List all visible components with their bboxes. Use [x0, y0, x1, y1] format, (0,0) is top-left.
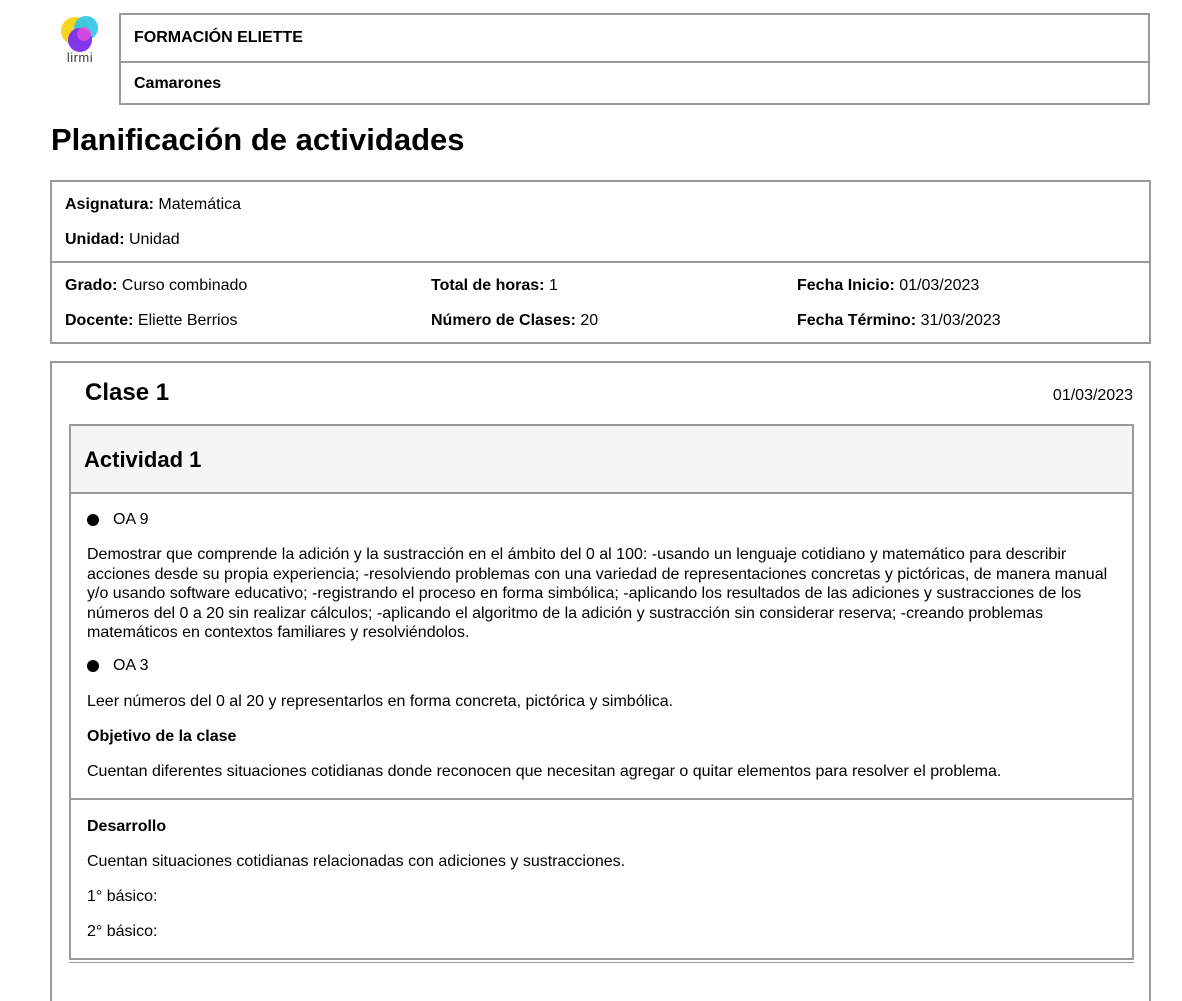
desarrollo-item: 2° básico: — [87, 923, 158, 940]
lirmi-logo — [56, 14, 104, 70]
logo-mark-icon — [56, 14, 104, 54]
numero-clases-field: Número de Clases: 20 — [431, 312, 599, 329]
activity-body — [69, 492, 1134, 800]
objective-code: OA 9 — [113, 511, 149, 528]
logo-text: lirmi — [66, 50, 94, 65]
class-date: 01/03/2023 — [1052, 387, 1133, 404]
grado-value: Curso combinado — [121, 277, 248, 294]
organization-name: FORMACIÓN ELIETTE — [134, 29, 303, 46]
asignatura-value: Matemática — [158, 196, 242, 213]
desarrollo-section — [69, 800, 1134, 960]
asignatura-field: Asignatura: Matemática — [65, 196, 242, 213]
section-divider — [69, 958, 1134, 963]
desarrollo-text: Cuentan situaciones cotidianas relacionadas con adiciones y sustracciones. — [87, 853, 626, 870]
planning-info-box — [50, 180, 1151, 344]
total-horas-field: Total de horas: 1 — [431, 277, 558, 294]
subject-section — [52, 182, 1149, 263]
objective-item — [87, 657, 149, 675]
objective-description: Demostrar que comprende la adición y la sustracción en el ámbito del 0 al 100: -usando un lenguaje cotidiano y matemático para describir acciones desde su propia experiencia; -resolviendo problemas con una variedad de representaciones concretas y pictóricas, de manera manual y/o usando software educativo; -registrando el proceso en forma simbólica; -aplicando los resultados de las adiciones y sustracciones de los números del 0 a 20 sin realizar cálculos; -aplicando el algoritmo de la adición y sustracción sin considerar reserva; -creando problemas matemáticos en contextos familiares y resolviéndolos. — [87, 546, 1108, 641]
school-name: Camarones — [121, 61, 1148, 105]
objective-item — [87, 511, 149, 529]
total-horas-value: 1 — [548, 277, 558, 294]
page-title: Planificación de actividades — [51, 122, 465, 157]
objetivo-text: Cuentan diferentes situaciones cotidianas donde reconocen que necesitan agregar o quitar elementos para resolver el problema. — [87, 763, 1002, 780]
objective-code: OA 3 — [113, 657, 149, 674]
fecha-inicio-field: Fecha Inicio: 01/03/2023 — [797, 277, 980, 294]
class-section — [50, 361, 1151, 1001]
activity-title: Actividad 1 — [84, 447, 202, 472]
docente-value: Eliette Berrios — [137, 312, 238, 329]
course-details-section — [52, 263, 1149, 342]
class-title: Clase 1 — [85, 379, 170, 406]
fecha-termino-field: Fecha Término: 31/03/2023 — [797, 312, 1001, 329]
activity-header — [69, 424, 1134, 494]
objetivo-label: Objetivo de la clase — [87, 728, 237, 745]
organization-box — [119, 13, 1150, 105]
numero-clases-value: 20 — [580, 312, 599, 329]
unidad-field: Unidad: Unidad — [65, 231, 180, 248]
desarrollo-label: Desarrollo — [87, 818, 167, 835]
grado-field: Grado: Curso combinado — [65, 277, 248, 294]
bullet-icon — [87, 660, 99, 672]
desarrollo-item: 1° básico: — [87, 888, 158, 905]
docente-field: Docente: Eliette Berrios — [65, 312, 238, 329]
fecha-inicio-value: 01/03/2023 — [899, 277, 980, 294]
fecha-termino-value: 31/03/2023 — [920, 312, 1001, 329]
bullet-icon — [87, 514, 99, 526]
objective-description: Leer números del 0 al 20 y representarlos en forma concreta, pictórica y simbólica. — [87, 693, 674, 710]
unidad-value: Unidad — [129, 231, 180, 248]
